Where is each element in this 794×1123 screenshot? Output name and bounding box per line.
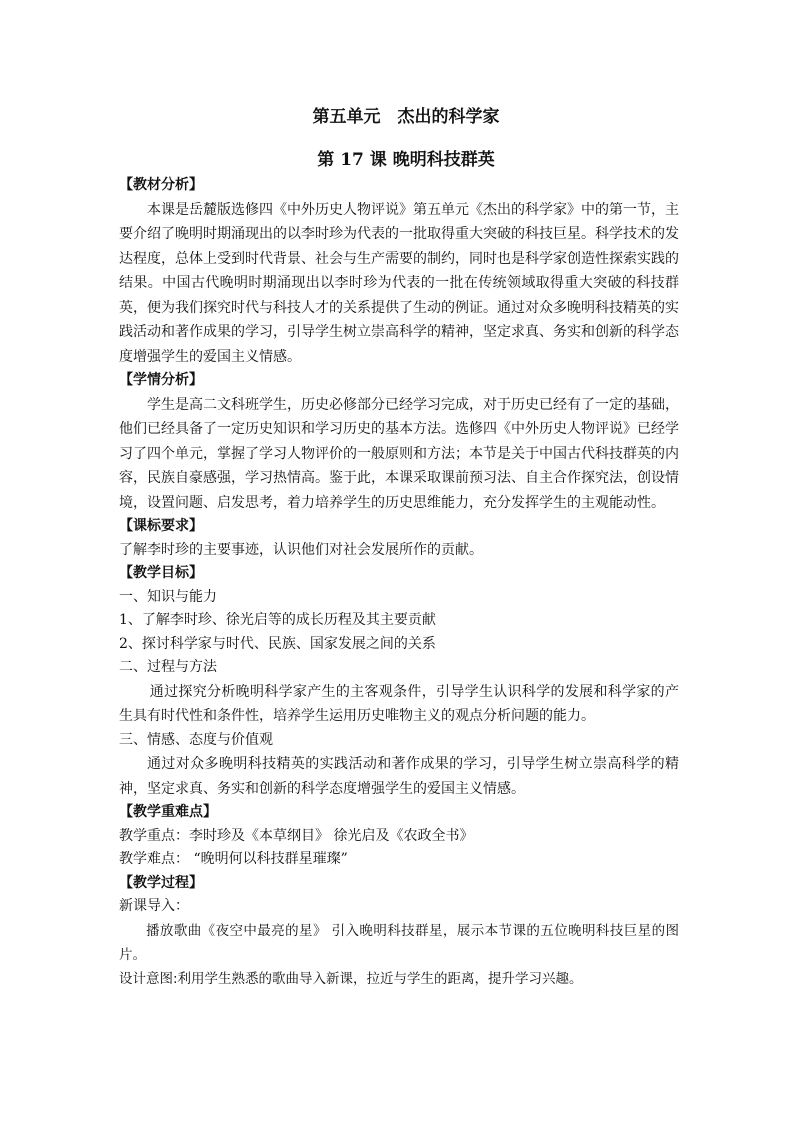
unit-title: 第五单元 杰出的科学家 xyxy=(312,107,500,127)
student-analysis-text: 学生是高二文科班学生，历史必修部分已经学习完成，对于历史已经有了一定的基础，他们已经具备了一定历史知识和学习历史的基本方法。选修四《中外历史人物评说》已经学习了四个单元，掌握了学习人物评价的一般原则和方法；本节是关于中国古代科技群英的内容，民族自豪感强，学习热情高。鉴于此，本课采取课前预习法、自主合作探究法，创设情境，设置问题、启发思考，着力培养学生的历史思维能力，充分发挥学生的主观能动性。 xyxy=(119,396,679,511)
design-intent-text: 设计意图:利用学生熟悉的歌曲导入新课，拉近与学生的距离，提升学习兴趣。 xyxy=(119,970,583,987)
curriculum-heading: 【课标要求】 xyxy=(119,518,203,534)
goals-process-subheading: 二、过程与方法 xyxy=(119,659,217,675)
curriculum-text: 了解李时珍的主要事迹，认识他们对社会发展所作的贡献。 xyxy=(119,541,483,558)
process-heading: 【教学过程】 xyxy=(119,874,203,891)
goals-emotion-text: 通过对众多晚明科技精英的实践活动和著作成果的学习，引导学生树立崇高科学的精神，坚定求真、务实和创新的科学态度增强学生的爱国主义情感。 xyxy=(119,756,679,797)
goals-heading: 【教学目标】 xyxy=(119,565,203,581)
difficult-point-text: 教学难点： “晚明何以科技群星璀璨” xyxy=(119,851,348,867)
goals-knowledge-subheading: 一、知识与能力 xyxy=(119,588,217,605)
textbook-analysis-heading: 【教材分析】 xyxy=(119,177,203,193)
goals-item-2: 2、探讨科学家与时代、民族、国家发展之间的关系 xyxy=(119,635,436,652)
goals-process-text: 通过探究分析晚明科学家产生的主客观条件，引导学生认识科学的发展和科学家的产生具有时代性和条件性，培养学生运用历史唯物主义的观点分析问题的能力。 xyxy=(119,683,679,724)
goals-emotion-subheading: 三、情感、态度与价值观 xyxy=(119,731,273,748)
goals-item-1: 1、了解李时珍、徐光启等的成长历程及其主要贡献 xyxy=(119,612,436,628)
document-body xyxy=(119,104,679,991)
key-points-heading: 【教学重难点】 xyxy=(119,804,217,820)
textbook-analysis-text: 本课是岳麓版选修四《中外历史人物评说》第五单元《杰出的科学家》中的第一节，主要介绍了晚明时期涌现出的以李时珍为代表的一批取得重大突破的科技巨星。科学技术的发达程度，总体上受到时代背景、社会与生产需要的制约，同时也是科学家创造性探索实践的结果。中国古代晚明时期涌现出以李时珍为代表的一批在传统领域取得重大突破的科技群英，便为我们探究时代与科技人才的关系提供了生动的例证。通过对众多晚明科技精英的实践活动和著作成果的学习，引导学生树立崇高科学的精神，坚定求真、务实和创新的科学态度增强学生的爱国主义情感。 xyxy=(119,201,679,365)
lesson-title: 第 17 课 晚明科技群英 xyxy=(317,150,495,170)
student-analysis-heading: 【学情分析】 xyxy=(119,372,203,388)
key-point-text: 教学重点：李时珍及《本草纲目》 徐光启及《农政全书》 xyxy=(119,827,474,844)
intro-label: 新课导入： xyxy=(119,898,189,914)
intro-text: 播放歌曲《夜空中最亮的星》 引入晚明科技群星，展示本节课的五位晚明科技巨星的图片。 xyxy=(119,922,679,963)
